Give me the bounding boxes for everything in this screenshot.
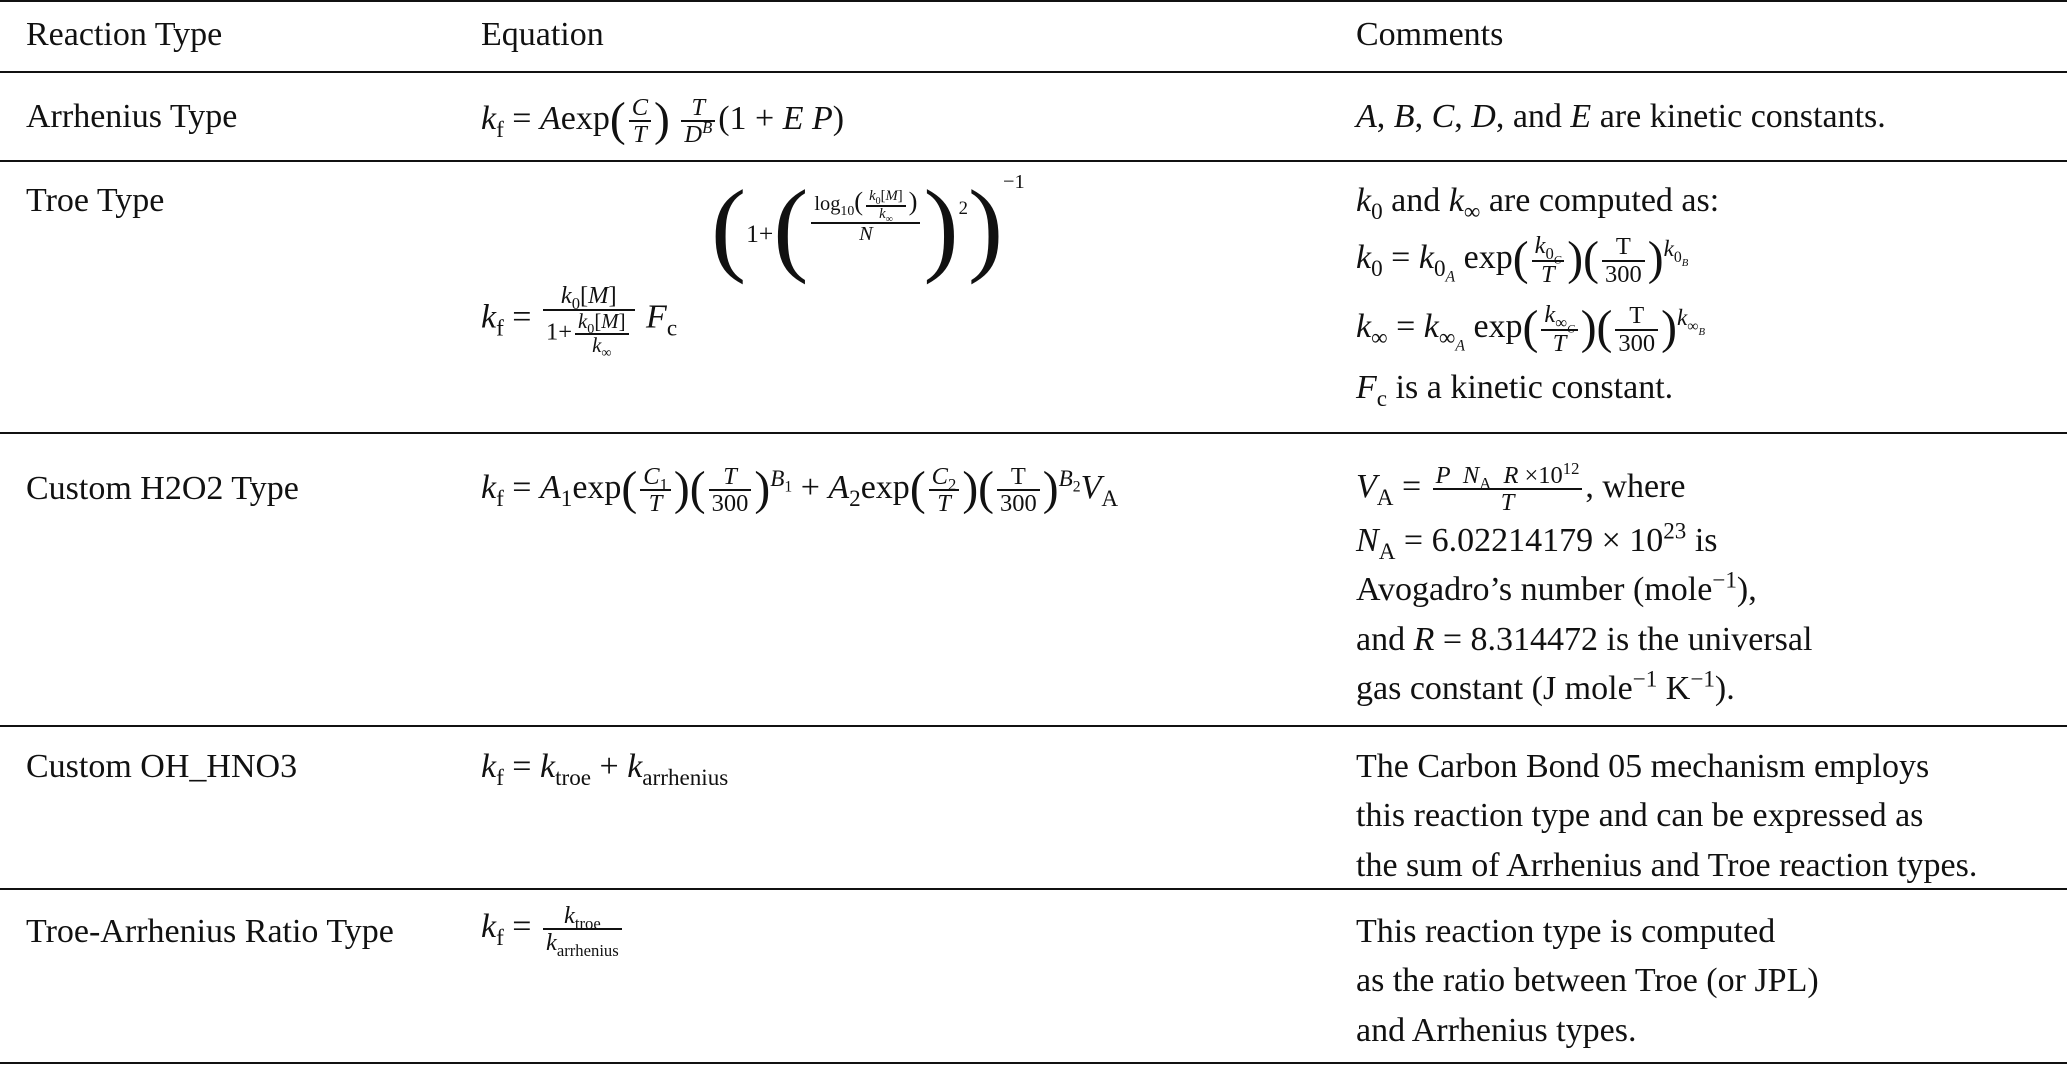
equation-troe: $k_f$ = $k_0[M]$ 1+ $\frac{k_0[M]}{k_\infty}$ $F_c$ (1+( $\log_{10}$( $\frac{k_0[M]}{k_\infty}$ ) N )$^2$)$^{-1}$ xyxy=(481,168,1025,361)
row-ratio-type: Troe-Arrhenius Ratio Type xyxy=(26,913,394,950)
row-h2o2-type: Custom H2O2 Type xyxy=(26,470,299,507)
comment-arrhenius: A, B, C, D, and E are kinetic constants. xyxy=(1356,98,1886,135)
row-rule-1 xyxy=(0,160,2067,162)
equation-arrhenius: $k_f = Aexp$( $\frac{C}{T}$ ) $\frac{T}{D^B}$ (1 + E P) xyxy=(481,93,845,149)
row-arrhenius-type: Arrhenius Type xyxy=(26,98,238,135)
header-comments: Comments xyxy=(1356,16,1504,53)
equation-h2o2: $k_f = A_1\exp$( $\frac{C_1}{T}$ )( $\frac{T}{300}$ )$^{B_1} + A_2\exp$( $\frac{C_2}{T}$ )( $\frac{T}{300}$ )$^{B_2}V_A$ xyxy=(481,462,1119,518)
comment-ratio: This reaction type is computed as the ratio between Troe (or JPL) and Arrhenius types. xyxy=(1356,913,1819,1049)
equation-oh-hno3: $k_f = k_{troe} + k_{arrhenius}$ xyxy=(481,748,729,791)
header-equation: Equation xyxy=(481,16,604,53)
comment-oh-hno3: The Carbon Bond 05 mechanism employs this reaction type and can be expressed as the sum of Arrhenius and Troe reaction types. xyxy=(1356,748,1978,884)
row-oh-hno3-type: Custom OH_HNO3 xyxy=(26,748,298,785)
top-rule xyxy=(0,0,2067,2)
header-rule xyxy=(0,71,2067,73)
row-rule-3 xyxy=(0,725,2067,727)
row-rule-4 xyxy=(0,888,2067,890)
row-rule-2 xyxy=(0,432,2067,434)
bottom-rule xyxy=(0,1062,2067,1064)
row-troe-type: Troe Type xyxy=(26,182,165,219)
comment-troe: $k_0$ and $k_\infty$ are computed as: $k_0 = k_{0_A}$ exp( $\frac{k_{0_C}}{T}$ )( $\frac{T}{300}$ )$^{k_{0_B}}$ $k_\infty = k_{\infty_A}$ exp( $\frac{k_{\infty_C}}{T}$ )( $\frac{T}{300}$ )$^{k_{\infty_B}}$ $F_c$ is a kinetic constant. xyxy=(1356,182,1720,413)
header-reaction-type: Reaction Type xyxy=(26,16,223,53)
comment-h2o2: $V_A$ = $\frac{P N_A R \times 10^{12}}{T}$ , where $N_A = 6.02214179 \times 10^{23}$ is Avogadro’s number (mole$^{-1}$), and R = 8.314472 is the universal gas constant (J mole$^{-1}$ $K^{-1}$). xyxy=(1356,458,1813,707)
equation-ratio: $k_f$ = $\frac{k_{troe}}{k_{arrhenius}}$ xyxy=(481,902,625,956)
